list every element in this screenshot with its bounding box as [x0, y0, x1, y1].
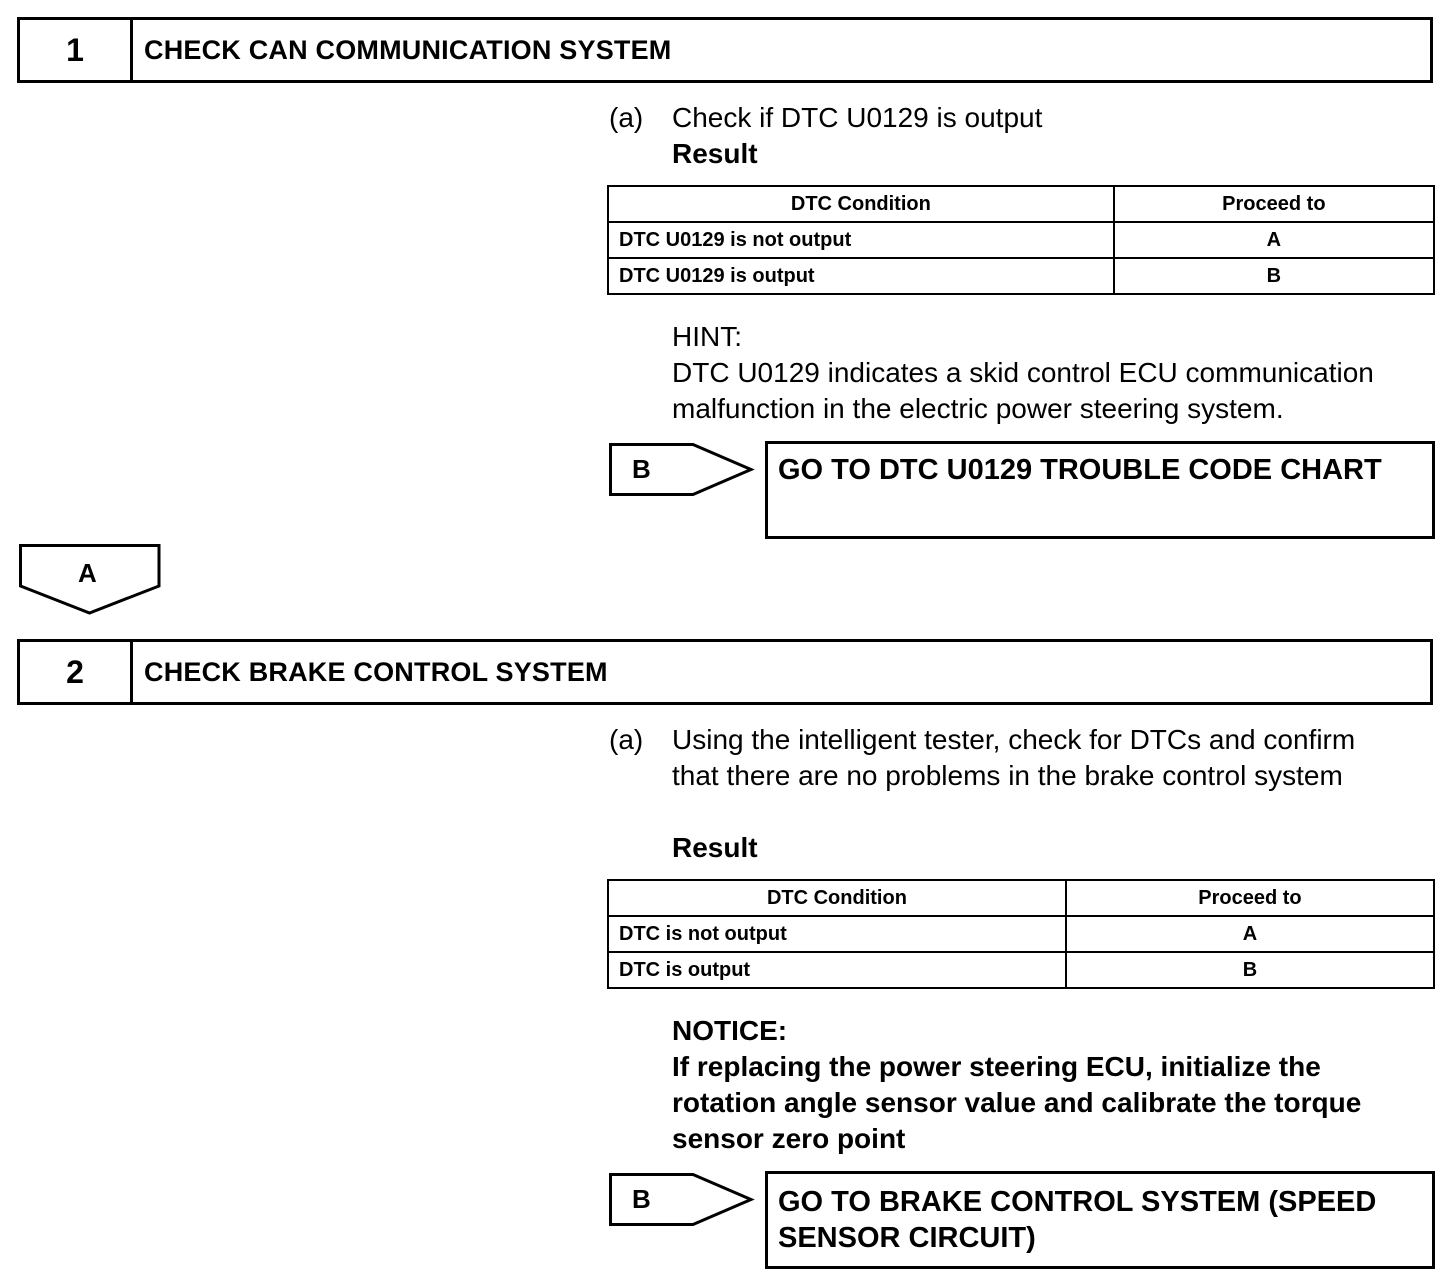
table-cell: A: [1066, 916, 1434, 952]
result-label: Result: [672, 138, 758, 169]
hint-line: DTC U0129 indicates a skid control ECU communication: [672, 357, 1374, 388]
table-header: DTC Condition: [608, 880, 1066, 916]
result-table-2: [607, 879, 1435, 989]
flow-label: A: [78, 558, 97, 588]
step-number: 2: [20, 642, 133, 702]
table-row: [608, 952, 1434, 988]
table-cell: DTC U0129 is output: [608, 258, 1114, 294]
branch-label: B: [632, 1184, 651, 1214]
goto-box: [765, 441, 1435, 539]
notice-line: sensor zero point: [672, 1123, 906, 1154]
table-header: Proceed to: [1066, 880, 1434, 916]
table-cell: B: [1114, 258, 1434, 294]
table-cell: DTC U0129 is not output: [608, 222, 1114, 258]
item-line: that there are no problems in the brake control system: [672, 760, 1343, 791]
notice-line: rotation angle sensor value and calibrate the torque: [672, 1087, 1362, 1118]
notice-label: NOTICE:: [672, 1015, 788, 1046]
step-number: 1: [20, 20, 133, 80]
hint-label: HINT:: [672, 321, 742, 352]
item-text: Check if DTC U0129 is output: [672, 102, 1043, 133]
table-row: [608, 222, 1434, 258]
table-header: DTC Condition: [608, 186, 1114, 222]
branch-arrow-icon: [609, 1173, 755, 1227]
step-title: CHECK BRAKE CONTROL SYSTEM: [144, 656, 608, 687]
table-header-row: [608, 880, 1434, 916]
table-header-row: [608, 186, 1434, 222]
notice-line: If replacing the power steering ECU, initialize the: [672, 1051, 1321, 1082]
result-table-1: [607, 185, 1435, 295]
step-1-header: [17, 17, 1433, 83]
step-title: CHECK CAN COMMUNICATION SYSTEM: [144, 34, 672, 65]
goto-box: [765, 1171, 1435, 1269]
table-cell: DTC is output: [608, 952, 1066, 988]
branch-label: B: [632, 454, 651, 484]
table-header: Proceed to: [1114, 186, 1434, 222]
hint-line: malfunction in the electric power steering system.: [672, 393, 1284, 424]
result-label: Result: [672, 832, 758, 863]
table-cell: DTC is not output: [608, 916, 1066, 952]
goto-text: GO TO DTC U0129 TROUBLE CODE CHART: [778, 454, 1382, 486]
goto-line: SENSOR CIRCUIT): [778, 1222, 1036, 1254]
branch-arrow-icon: [609, 443, 755, 497]
item-marker: (a): [609, 102, 644, 133]
table-row: [608, 916, 1434, 952]
table-cell: A: [1114, 222, 1434, 258]
step-2-header: [17, 639, 1433, 705]
item-marker: (a): [609, 724, 644, 755]
item-line: Using the intelligent tester, check for DTCs and confirm: [672, 724, 1356, 755]
goto-line: GO TO BRAKE CONTROL SYSTEM (SPEED: [778, 1186, 1377, 1218]
table-row: [608, 258, 1434, 294]
table-cell: B: [1066, 952, 1434, 988]
